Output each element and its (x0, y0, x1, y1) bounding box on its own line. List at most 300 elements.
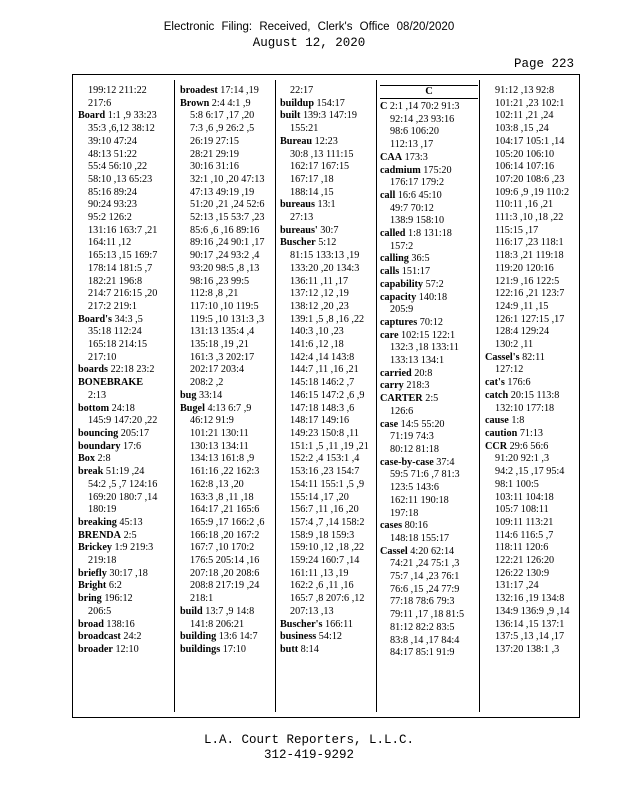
index-entry-continuation: 208:8 217:19 ,24 (190, 580, 260, 592)
index-headword: Brown (180, 97, 210, 109)
index-entry-continuation: 30:16 31:16 (190, 161, 239, 173)
index-entry-continuation: 163:3 ,8 ,11 ,18 (190, 491, 254, 503)
index-entry-continuation: 133:20 ,20 134:3 (290, 262, 360, 274)
index-page-refs: 37:4 (433, 456, 455, 468)
index-entry-continuation: 85:16 89:24 (88, 186, 137, 198)
index-entry (78, 580, 176, 593)
index-entry (78, 110, 176, 123)
index-entry-continuation: 161:16 ,22 162:3 (190, 466, 260, 478)
index-column-5 (485, 85, 583, 657)
index-entry (78, 364, 176, 377)
index-entry-continuation: 106:14 107:16 (495, 161, 555, 173)
index-page-refs: 16:6 45:10 (395, 189, 442, 201)
index-entry-continuation: 79:11 ,17 ,18 81:5 (390, 609, 465, 621)
index-entry (280, 199, 378, 212)
index-headword: business (280, 631, 317, 643)
index-entry-continuation: 137:12 ,12 ,19 (290, 288, 349, 300)
index-entry-continuation: 136:14 ,15 137:1 (495, 618, 565, 630)
index-entry (78, 403, 176, 416)
index-page-refs: 17:6 (120, 440, 142, 452)
index-headword: Buscher (280, 237, 316, 249)
index-entry-continuation: 77:18 78:6 79:3 (390, 596, 455, 608)
index-page-refs: 71:13 (517, 427, 544, 439)
index-page-refs: 82:11 (519, 351, 545, 363)
index-entry-continuation: 130:13 134:11 (190, 440, 249, 452)
index-page-refs: 36:5 (408, 253, 430, 265)
index-entry-continuation: 98:6 106:20 (390, 126, 439, 138)
index-page-refs: 29:6 56:6 (507, 440, 549, 452)
index-entry-continuation: 118:3 ,21 119:18 (495, 250, 564, 262)
index-entry (380, 546, 478, 559)
index-entry-continuation: 154:11 155:1 ,5 ,9 (290, 478, 365, 490)
index-entry (280, 619, 378, 632)
index-entry-continuation: 49:7 70:12 (390, 202, 434, 214)
index-headword: broadest (180, 85, 218, 96)
index-entry-continuation: 122:21 126:20 (495, 555, 555, 567)
index-entry-continuation: 71:19 74:3 (390, 431, 434, 443)
index-entry (78, 644, 176, 657)
index-entry-continuation: 117:10 ,10 119:5 (190, 300, 259, 312)
index-entry (78, 619, 176, 632)
index-headword: building (180, 631, 217, 643)
index-page-refs: 154:17 (314, 97, 345, 109)
index-entry-continuation: 219:18 (88, 555, 117, 567)
index-entry-continuation: 144:7 ,11 ,16 ,21 (290, 364, 359, 376)
index-headword: calls (380, 266, 400, 278)
index-entry-continuation: 131:16 163:7 ,21 (88, 224, 158, 236)
index-entry (380, 228, 478, 241)
index-entry-continuation: 51:20 ,21 ,24 52:6 (190, 199, 265, 211)
index-entry-continuation: 205:9 (390, 304, 414, 316)
index-entry (180, 85, 278, 98)
index-entry (380, 317, 478, 330)
index-entry-continuation: 58:10 ,13 65:23 (88, 173, 153, 185)
index-headword: CARTER (380, 393, 423, 405)
index-entry-continuation: 167:7 ,10 170:2 (190, 542, 255, 554)
index-column-3 (280, 85, 378, 657)
index-entry (485, 377, 583, 390)
index-page-refs: 2:5 (422, 393, 439, 405)
index-entry-continuation: 217:6 (88, 97, 112, 109)
index-entry-continuation: 104:17 105:1 ,14 (495, 135, 565, 147)
index-entry-continuation: 142:4 ,14 143:8 (290, 351, 355, 363)
index-entry-continuation: 107:20 108:6 ,23 (495, 173, 565, 185)
index-entry-continuation: 81:12 82:2 83:5 (390, 621, 455, 633)
index-entry-continuation: 164:17 ,21 165:6 (190, 504, 260, 516)
index-entry-continuation: 54:2 ,5 ,7 124:16 (88, 478, 158, 490)
index-entry-continuation: 22:17 (290, 85, 314, 96)
index-page-refs: 1:8 131:18 (405, 228, 452, 240)
index-page-refs: 24:2 (120, 631, 142, 643)
index-headword: bureaus (280, 199, 315, 211)
index-entry-continuation: 148:17 149:16 (290, 415, 350, 427)
index-entry-continuation: 153:16 ,23 154:7 (290, 466, 360, 478)
index-entry (78, 593, 176, 606)
index-headword: Board's (78, 313, 112, 325)
index-headword: buildup (280, 97, 314, 109)
index-entry (380, 190, 478, 203)
reporter-name: L.A. Court Reporters, L.L.C. (203, 733, 415, 747)
index-entry-continuation: 135:18 ,19 ,21 (190, 339, 249, 351)
index-entry-continuation: 30:8 ,13 111:15 (290, 148, 354, 160)
index-entry (180, 390, 278, 403)
index-headword: bouncing (78, 427, 119, 439)
index-entry (485, 390, 583, 403)
index-entry (78, 466, 176, 479)
index-page-refs: 1:9 219:3 (111, 542, 154, 554)
index-entry-continuation: 122:16 ,21 123:7 (495, 288, 565, 300)
index-page-refs: 17:14 ,19 (217, 85, 259, 96)
index-entry-continuation: 166:18 ,20 167:2 (190, 529, 260, 541)
index-entry-continuation: 83:8 ,14 ,17 84:4 (390, 634, 460, 646)
index-entry-continuation: 91:12 ,13 92:8 (495, 85, 555, 96)
index-entry-continuation: 156:7 ,11 ,16 ,20 (290, 504, 359, 516)
index-entry-continuation: 131:17 ,24 (495, 580, 539, 592)
index-headword: case (380, 418, 399, 430)
index-entry-continuation: 32:1 ,10 ,20 47:13 (190, 173, 265, 185)
index-page-refs: 20:15 113:8 (508, 389, 560, 401)
index-entry-continuation: 5:8 6:17 ,17 ,20 (190, 110, 255, 122)
index-entry-continuation: 165:18 214:15 (88, 339, 148, 351)
index-entry-continuation: 145:9 147:20 ,22 (88, 415, 158, 427)
index-entry (380, 368, 478, 381)
index-headword: Cassel's (485, 351, 520, 363)
index-entry-continuation: 147:18 148:3 ,6 (290, 402, 355, 414)
index-entry (280, 225, 378, 238)
index-headword: carried (380, 367, 412, 379)
index-entry (380, 393, 478, 406)
index-entry-continuation: 52:13 ,15 53:7 ,23 (190, 212, 265, 224)
index-entry (78, 377, 176, 390)
index-page-refs: 2:8 (94, 453, 111, 465)
index-entry-continuation: 84:17 85:1 91:9 (390, 647, 455, 659)
index-entry-continuation: 155:14 ,17 ,20 (290, 491, 349, 503)
index-entry-continuation: 169:20 180:7 ,14 (88, 491, 158, 503)
reporter-phone: 312-419-9292 (263, 748, 354, 762)
index-headword: boards (78, 364, 109, 376)
index-page-refs: 173:3 (402, 151, 428, 163)
index-headword: capability (380, 278, 424, 290)
index-page-refs: 13:1 (314, 199, 336, 211)
index-page-refs: 30:7 (317, 224, 339, 236)
index-page-refs: 45:13 (116, 516, 143, 528)
index-entry-continuation: 145:18 146:2 ,7 (290, 377, 355, 389)
index-headword: Brickey (78, 542, 112, 554)
index-entry-continuation: 27:13 (290, 212, 314, 224)
index-page-refs: 1:8 (508, 415, 525, 427)
index-entry-continuation: 139:1 ,5 ,8 ,16 ,22 (290, 313, 365, 325)
index-entry-continuation: 98:16 ,23 99:5 (190, 275, 250, 287)
index-entry-continuation: 161:11 ,13 ,19 (290, 567, 349, 579)
index-entry-continuation: 80:12 81:18 (390, 443, 439, 455)
index-page-refs: 57:2 (423, 278, 444, 290)
index-entry-continuation: 165:13 ,15 169:7 (88, 250, 158, 262)
index-entry (280, 98, 378, 111)
index-column-1 (78, 85, 176, 657)
index-entry-continuation: 136:11 ,11 ,17 (290, 275, 349, 287)
index-entry-continuation: 126:1 127:15 ,17 (495, 313, 565, 325)
index-entry-continuation: 48:13 51:22 (88, 148, 137, 160)
index-entry-continuation: 162:11 190:18 (390, 494, 449, 506)
index-headword: briefly (78, 567, 107, 579)
index-entry (380, 330, 478, 343)
index-headword: called (380, 228, 406, 240)
index-entry-continuation: 157:2 (390, 240, 414, 252)
index-entry-continuation: 109:6 ,9 ,19 110:2 (495, 186, 570, 198)
index-entry-continuation: 119:20 120:16 (495, 262, 554, 274)
index-entry-continuation: 98:1 100:5 (495, 478, 539, 490)
index-entry-continuation: 132:16 ,19 134:8 (495, 593, 565, 605)
column-divider (479, 80, 480, 712)
index-entry-continuation: 105:7 108:11 (495, 504, 549, 516)
index-entry-continuation: 103:8 ,15 ,24 (495, 123, 549, 135)
index-entry-continuation: 176:5 205:14 ,16 (190, 555, 260, 567)
index-entry-continuation: 121:9 ,16 122:5 (495, 275, 560, 287)
index-entry (78, 517, 176, 530)
index-page-refs: 2:4 4:1 ,9 (209, 97, 251, 109)
index-entry-continuation: 26:19 27:15 (190, 135, 239, 147)
index-headword: bottom (78, 402, 110, 414)
index-entry-continuation: 103:11 104:18 (495, 491, 554, 503)
index-page-refs: 196:12 (101, 593, 133, 605)
index-entry-continuation: 90:24 93:23 (88, 199, 137, 211)
index-entry (280, 644, 378, 657)
index-frame (72, 74, 580, 718)
index-entry-continuation: 114:6 116:5 ,7 (495, 529, 554, 541)
index-page-refs: 51:19 ,24 (103, 466, 145, 478)
index-page-refs: 13:7 ,9 14:8 (202, 605, 255, 617)
index-entry (380, 292, 478, 305)
index-headword: build (180, 605, 203, 617)
index-entry (78, 568, 176, 581)
index-entry-continuation: 92:14 ,23 93:16 (390, 113, 455, 125)
index-entry-continuation: 112:8 ,8 ,21 (190, 288, 239, 300)
index-entry (78, 453, 176, 466)
index-entry-continuation: 123:5 143:6 (390, 482, 439, 494)
index-entry-continuation: 101:21 ,23 102:1 (495, 97, 565, 109)
index-entry-continuation: 138:9 158:10 (390, 215, 445, 227)
index-entry-continuation: 217:10 (88, 351, 117, 363)
index-entry-continuation: 2:13 (88, 389, 107, 401)
index-entry (380, 380, 478, 393)
index-page-refs: 4:20 62:14 (407, 545, 455, 557)
index-headword: Bugel (180, 402, 205, 414)
index-entry-continuation: 131:13 135:4 ,4 (190, 326, 255, 338)
index-page-refs: 175:20 (420, 164, 452, 176)
index-entry (380, 520, 478, 533)
index-page-refs: 14:5 55:20 (398, 418, 445, 430)
index-entry-continuation: 35:18 112:24 (88, 326, 142, 338)
index-page-refs: 1:1 ,9 33:23 (105, 110, 157, 122)
index-entry-continuation: 202:17 203:4 (190, 364, 245, 376)
index-entry-continuation: 7:3 ,6 ,9 26:2 ,5 (190, 123, 255, 135)
index-entry-continuation: 89:16 ,24 90:1 ,17 (190, 237, 265, 249)
index-entry-continuation: 127:12 (495, 364, 524, 376)
index-entry-continuation: 146:15 147:2 ,6 ,9 (290, 389, 365, 401)
index-entry-continuation: 180:19 (88, 504, 117, 516)
index-entry-continuation: 134:13 161:8 ,9 (190, 453, 255, 465)
index-entry-continuation: 132:10 177:18 (495, 402, 555, 414)
index-headword: carry (380, 380, 404, 392)
index-entry-continuation: 76:6 ,15 ,24 77:9 (390, 583, 460, 595)
index-entry (180, 606, 278, 619)
index-page-refs: 151:17 (399, 266, 431, 278)
index-entry-continuation: 39:10 47:24 (88, 135, 137, 147)
index-entry-continuation: 35:3 ,6,12 38:12 (88, 123, 155, 135)
index-entry-continuation: 176:17 179:2 (390, 177, 445, 189)
index-entry (380, 165, 478, 178)
index-page-refs: 33:14 (196, 389, 223, 401)
index-entry (180, 403, 278, 416)
index-entry (78, 631, 176, 644)
index-headword: Board (78, 110, 106, 122)
index-page-refs: 12:23 (312, 135, 338, 147)
index-entry-continuation: 155:21 (290, 123, 319, 135)
index-entry-continuation: 128:4 129:24 (495, 326, 550, 338)
index-entry-continuation: 207:13 ,13 (290, 605, 334, 617)
index-page-refs: 30:17 ,18 (106, 567, 148, 579)
index-headword: case-by-case (380, 456, 434, 468)
index-entry-continuation: 112:13 ,17 (390, 139, 434, 151)
index-headword: CCR (485, 440, 508, 452)
index-entry-continuation: 178:14 181:5 ,7 (88, 262, 153, 274)
index-headword: care (380, 329, 399, 341)
index-headword: cadmium (380, 164, 421, 176)
index-headword: broadcast (78, 631, 121, 643)
index-headword: cause (485, 415, 509, 427)
index-entry (380, 266, 478, 279)
index-entry-continuation: 207:18 ,20 208:6 (190, 567, 260, 579)
index-entry-continuation: 124:9 ,11 ,15 (495, 300, 549, 312)
index-page-refs: 80:16 (402, 520, 428, 532)
index-entry-continuation: 162:8 ,13 ,20 (190, 478, 244, 490)
index-entry-continuation: 140:3 ,10 ,23 (290, 326, 344, 338)
index-page-refs: 4:13 6:7 ,9 (204, 402, 252, 414)
index-entry-continuation: 55:4 56:10 ,22 (88, 161, 148, 173)
index-entry-continuation: 188:14 ,15 (290, 186, 334, 198)
index-entry (78, 428, 176, 441)
index-page-refs: 166:11 (322, 618, 353, 630)
index-entry-continuation: 199:12 211:22 (88, 85, 147, 96)
index-headword: C (380, 101, 388, 112)
index-page-refs: 34:3 ,5 (111, 313, 143, 325)
index-entry-continuation: 182:21 196:8 (88, 275, 143, 287)
index-entry (280, 237, 378, 250)
index-page-refs: 70:12 (417, 316, 443, 328)
index-headword: butt (280, 643, 299, 655)
index-entry-continuation: 111:3 ,10 ,18 ,22 (495, 212, 564, 224)
index-entry-continuation: 81:15 133:13 ,19 (290, 250, 360, 262)
index-headword: calling (380, 253, 409, 265)
index-entry-continuation: 130:2 ,11 (495, 339, 534, 351)
index-entry-continuation: 165:7 ,8 207:6 ,12 (290, 593, 365, 605)
index-entry-continuation: 46:12 91:9 (190, 415, 234, 427)
index-entry-continuation: 118:11 120:6 (495, 542, 549, 554)
index-entry-continuation: 105:20 106:10 (495, 148, 555, 160)
filing-header: Electronic Filing: Received, Clerk's Office 08/20/2020 (163, 21, 455, 33)
index-entry (485, 352, 583, 365)
index-page-refs: 22:18 23:2 (108, 364, 155, 376)
page-number: Page 223 (513, 57, 574, 71)
index-headword: break (78, 466, 104, 478)
index-page-refs: 12:10 (112, 643, 139, 655)
filing-date: August 12, 2020 (252, 36, 366, 50)
index-page-refs: 5:12 (315, 237, 337, 249)
index-headword: cases (380, 520, 403, 532)
index-entry (485, 415, 583, 428)
index-entry-continuation: 126:22 130:9 (495, 567, 550, 579)
index-entry-continuation: 148:18 155:17 (390, 532, 450, 544)
index-entry-continuation: 110:11 ,16 ,21 (495, 199, 554, 211)
index-entry-continuation: 159:24 160:7 ,14 (290, 555, 360, 567)
index-entry-continuation: 152:2 ,4 153:1 ,4 (290, 453, 360, 465)
index-headword: breaking (78, 516, 117, 528)
index-page-refs: 205:17 (118, 427, 150, 439)
index-entry-continuation: 137:20 138:1 ,3 (495, 643, 560, 655)
index-entry-continuation: 74:21 ,24 75:1 ,3 (390, 558, 460, 570)
index-headword: capacity (380, 291, 417, 303)
index-page-refs: 139:3 147:19 (300, 110, 357, 122)
index-entry-continuation: 132:3 ,18 133:11 (390, 342, 459, 354)
index-entry-continuation: 109:11 113:21 (495, 516, 554, 528)
index-entry (78, 314, 176, 327)
index-headword: boundary (78, 440, 121, 452)
index-entry-continuation: 217:2 219:1 (88, 300, 137, 312)
index-entry-continuation: 115:15 ,17 (495, 224, 539, 236)
index-entry-continuation: 85:6 ,6 ,16 89:16 (190, 224, 260, 236)
index-entry-continuation: 208:2 ,2 (190, 377, 224, 389)
index-entry-continuation: 164:11 ,12 (88, 237, 132, 249)
index-entry (280, 110, 378, 123)
index-headword: built (280, 110, 301, 122)
index-headword: Cassel (380, 545, 408, 557)
index-page-refs: 218:3 (403, 380, 430, 392)
index-headword: CAA (380, 151, 403, 163)
index-entry (280, 136, 378, 149)
index-entry-continuation: 162:17 167:15 (290, 161, 350, 173)
index-entry-continuation: 138:12 ,20 ,23 (290, 300, 349, 312)
index-page-refs: 13:6 14:7 (216, 631, 258, 643)
index-headword: call (380, 189, 396, 201)
index-page-refs: 8:14 (298, 643, 319, 655)
index-page-refs: 54:12 (316, 631, 343, 643)
index-entry (180, 631, 278, 644)
index-entry-continuation: 90:17 ,24 93:2 ,4 (190, 250, 260, 262)
index-page-refs: 2:5 (121, 529, 137, 541)
index-entry-continuation: 133:13 134:1 (390, 355, 445, 367)
index-page-refs: 17:10 (220, 643, 246, 655)
index-entry (180, 98, 278, 111)
index-column-4 (380, 85, 478, 660)
index-headword: Bright (78, 580, 107, 592)
section-letter: C (380, 85, 478, 99)
index-entry-continuation: 101:21 130:11 (190, 427, 249, 439)
index-headword: bug (180, 389, 197, 401)
index-entry (380, 101, 478, 114)
index-headword: cat's (485, 377, 505, 389)
index-entry-continuation: 137:5 ,13 ,14 ,17 (495, 631, 565, 643)
index-entry (78, 530, 176, 543)
index-entry-continuation: 161:3 ,3 202:17 (190, 351, 255, 363)
index-headword: buildings (180, 643, 221, 655)
index-page-refs: 138:16 (103, 618, 135, 630)
index-page-refs: 140:18 (416, 291, 448, 303)
index-entry (380, 253, 478, 266)
index-entry (280, 631, 378, 644)
index-entry-continuation: 28:21 29:19 (190, 148, 239, 160)
index-headword: broad (78, 618, 104, 630)
index-page-refs: 24:18 (109, 402, 135, 414)
